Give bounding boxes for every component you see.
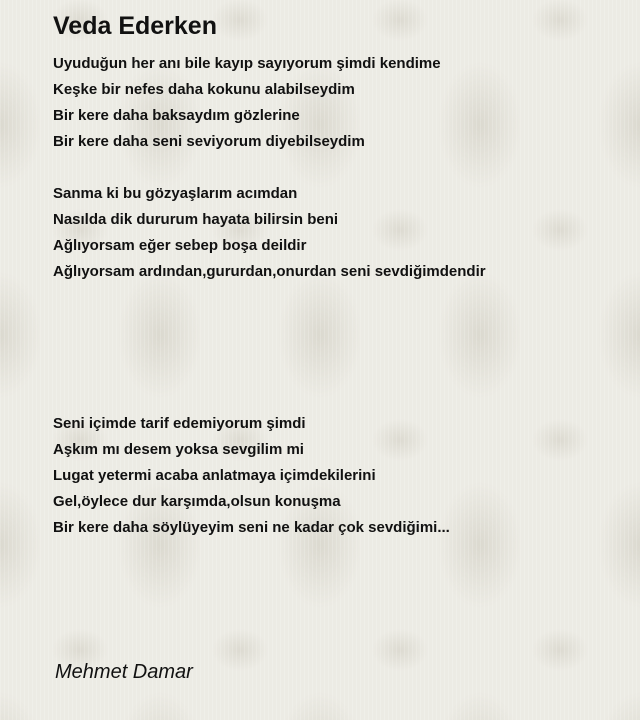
poem-line: Bir kere daha söylüyeyim seni ne kadar çok sevdiğimi...	[53, 519, 450, 536]
poem-line: Bir kere daha baksaydım gözlerine	[53, 107, 300, 124]
poem-line: Bir kere daha seni seviyorum diyebilseydim	[53, 133, 365, 150]
poem-line: Uyuduğun her anı bile kayıp sayıyorum şimdi kendime	[53, 55, 441, 72]
poem-stanza-3	[53, 411, 450, 541]
poem-line: Ağlıyorsam ardından,gururdan,onurdan seni sevdiğimdendir	[53, 263, 486, 280]
poem-line: Seni içimde tarif edemiyorum şimdi	[53, 415, 306, 432]
poem-line: Aşkım mı desem yoksa sevgilim mi	[53, 441, 304, 458]
poem-title: Veda Ederken	[53, 12, 217, 40]
poem-stanza-1	[53, 51, 441, 155]
poem-line: Gel,öylece dur karşımda,olsun konuşma	[53, 493, 341, 510]
poem-line: Lugat yetermi acaba anlatmaya içimdekilerini	[53, 467, 376, 484]
poem-author: Mehmet Damar	[55, 661, 193, 683]
poem-line: Sanma ki bu gözyaşlarım acımdan	[53, 185, 298, 202]
poem-stanza-2	[53, 181, 486, 285]
poem-line: Nasılda dik dururum hayata bilirsin beni	[53, 211, 339, 228]
poem-line: Ağlıyorsam eğer sebep boşa deildir	[53, 237, 307, 254]
poem-line: Keşke bir nefes daha kokunu alabilseydim	[53, 81, 355, 98]
